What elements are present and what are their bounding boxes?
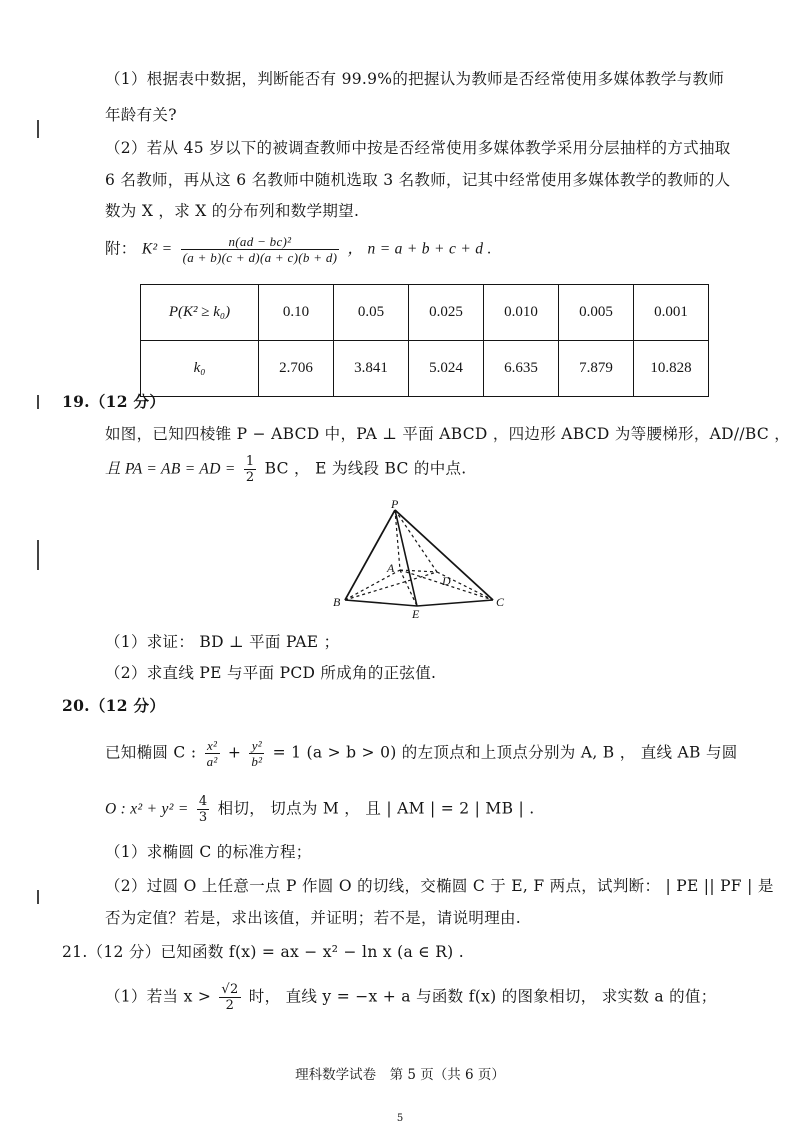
pyramid-figure <box>325 500 515 620</box>
footer-title: 理科数学试卷 第 5 页（共 6 页） <box>295 1067 505 1083</box>
table-cell: 5.024 <box>409 341 484 397</box>
q20-part1: （1）求椭圆 C 的标准方程； <box>105 843 312 861</box>
q21-part1-a: （1）若当 x > <box>105 987 212 1006</box>
label-E: E <box>412 607 420 620</box>
circle-num: 4 <box>198 794 208 809</box>
q18-appendix <box>105 234 492 265</box>
table-row <box>141 285 709 341</box>
q19-line2-b: BC ， E 为线段 BC 的中点. <box>264 459 467 478</box>
table-row <box>141 341 709 397</box>
circle-radius-fraction <box>197 794 210 825</box>
margin-mark <box>37 540 39 570</box>
circle-den: 3 <box>198 810 208 825</box>
table-cell: 2.706 <box>259 341 334 397</box>
table-cell: 0.005 <box>559 285 634 341</box>
label-A: A <box>387 561 395 575</box>
label-C: C <box>496 595 505 609</box>
margin-mark <box>37 395 39 409</box>
k2-fraction <box>181 234 340 265</box>
edge-EC <box>417 600 493 606</box>
edge-AD <box>400 570 437 572</box>
label-P: P <box>391 500 399 511</box>
table-row-header: k₀ <box>141 341 259 397</box>
q21-part1-b: 时， 直线 y = −x + a 与函数 f(x) 的图象相切， 求实数 a 的值； <box>248 987 717 1006</box>
q20-header: 20.（12 分） <box>62 696 166 715</box>
k2-critical-value-table <box>140 284 709 397</box>
k2-lhs: K² = <box>141 240 173 258</box>
table-cell: 0.05 <box>334 285 409 341</box>
sqrt2-over-2-fraction <box>219 982 240 1013</box>
appendix-label: 附： <box>105 239 137 258</box>
k2-denominator: (a + b)(c + d)(a + c)(b + d) <box>182 250 338 265</box>
n-formula: ， n = a + b + c + d . <box>347 240 492 258</box>
label-D: D <box>442 574 451 588</box>
half-denominator: 2 <box>245 470 255 485</box>
table-cell: 6.635 <box>484 341 559 397</box>
q19-line1: 如图，已知四棱锥 P − ABCD 中，PA ⊥ 平面 ABCD ，四边形 ABCD 为等腰梯形，AD//BC ， <box>105 425 791 443</box>
edge-BE <box>345 600 417 606</box>
table-cell: 3.841 <box>334 341 409 397</box>
ellipse-y-fraction <box>249 738 264 769</box>
sqrt2-num: √2 <box>221 982 239 997</box>
table-cell: 0.10 <box>259 285 334 341</box>
k2-numerator: n(ad − bc)² <box>181 234 340 250</box>
q19-line2-a: 且 PA = AB = AD = <box>105 460 236 478</box>
margin-mark <box>37 120 39 138</box>
page-number: 5 <box>396 1113 404 1124</box>
q18-part1-line1: （1）根据表中数据，判断能否有 99.9%的把握认为教师是否经常使用多媒体教学与教师 <box>105 70 725 88</box>
ellipse-y-num: y² <box>249 738 264 754</box>
ellipse-plus: + <box>227 743 242 762</box>
q18-part2-line3: 数为 X ，求 X 的分布列和数学期望. <box>105 202 360 220</box>
label-B: B <box>333 595 341 609</box>
half-numerator: 1 <box>245 454 255 469</box>
q19-part1: （1）求证： BD ⊥ 平面 PAE ； <box>105 633 340 651</box>
q20-part2-line1: （2）过圆 O 上任意一点 P 作圆 O 的切线，交椭圆 C 于 E, F 两点，试判断： | PE || PF | 是 <box>105 877 774 895</box>
edge-AE <box>400 570 417 606</box>
edge-PE <box>395 510 417 606</box>
table-cell: 0.025 <box>409 285 484 341</box>
q19-part2: （2）求直线 PE 与平面 PCD 所成角的正弦值. <box>105 664 437 682</box>
q19-line2 <box>105 454 467 485</box>
q20-line2-b: 相切， 切点为 M ， 且 | AM | = 2 | MB | . <box>217 799 535 818</box>
sqrt2-den: 2 <box>225 998 235 1013</box>
table-row-header: P(K² ≥ k₀) <box>141 285 259 341</box>
q18-part1-line2: 年龄有关? <box>105 106 177 124</box>
half-fraction <box>244 454 257 485</box>
q20-line1 <box>105 738 738 769</box>
table-cell: 0.010 <box>484 285 559 341</box>
q20-part2-line2: 否为定值？若是，求出该值，并证明；若不是，请说明理由. <box>105 909 522 927</box>
ellipse-x-den: a² <box>206 754 218 769</box>
ellipse-y-den: b² <box>251 754 263 769</box>
q21-header: 21.（12 分）已知函数 f(x) = ax − x² − ln x (a ∈ R) . <box>62 943 464 961</box>
q20-line2 <box>105 794 534 825</box>
ellipse-x-num: x² <box>205 738 220 754</box>
q20-line2-a: O : x² + y² = <box>105 800 189 818</box>
q20-line1-a: 已知椭圆 C : <box>105 743 197 762</box>
table-cell: 0.001 <box>634 285 709 341</box>
ellipse-x-fraction <box>205 738 220 769</box>
q21-part1 <box>105 982 717 1013</box>
q18-part2-line1: （2）若从 45 岁以下的被调查教师中按是否经常使用多媒体教学采用分层抽样的方式抽取 <box>105 139 731 157</box>
q18-part2-line2: 6 名教师，再从这 6 名教师中随机选取 3 名教师，记其中经常使用多媒体教学的教师的人 <box>105 171 731 189</box>
margin-mark <box>37 890 39 904</box>
q19-header: 19.（12 分） <box>62 392 166 411</box>
table-cell: 10.828 <box>634 341 709 397</box>
q20-line1-b: = 1 (a > b > 0) 的左顶点和上顶点分别为 A, B ， 直线 AB 与圆 <box>272 743 738 762</box>
table-cell: 7.879 <box>559 341 634 397</box>
